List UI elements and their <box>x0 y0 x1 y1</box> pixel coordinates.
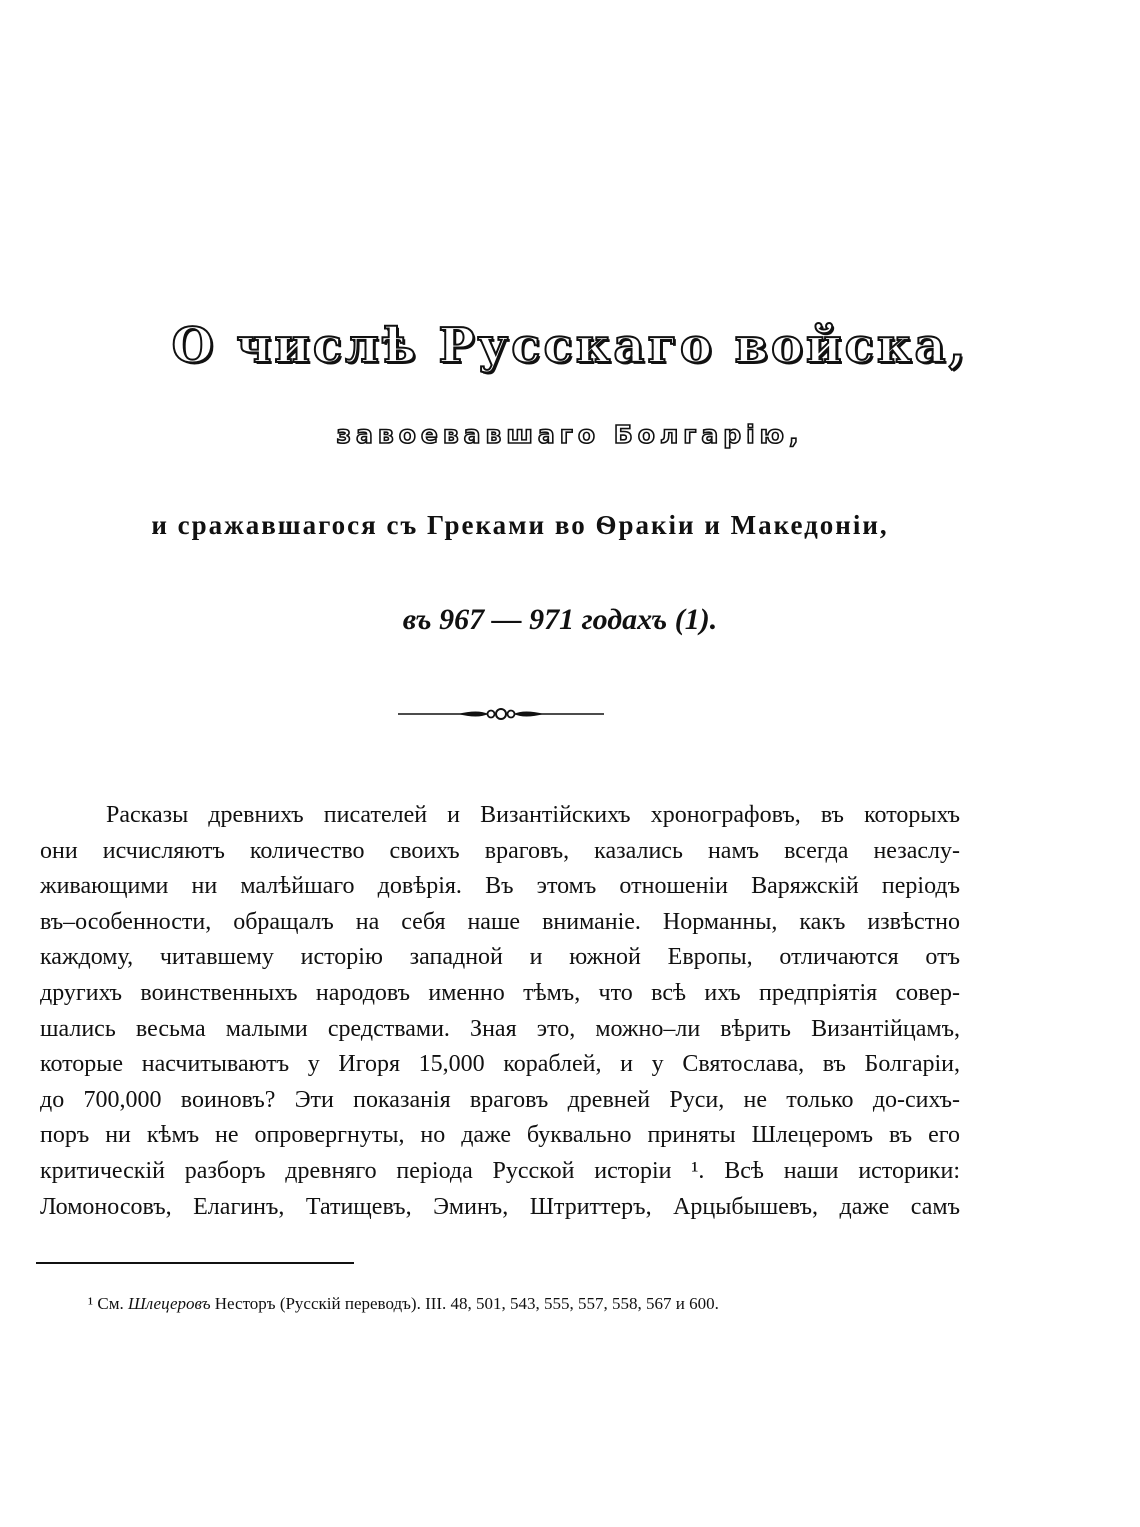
footnote-author: Шлецеровъ <box>127 1294 211 1313</box>
page-subtitle-secondary: и сражавшагося съ Греками во Ѳракіи и Македоніи, <box>151 510 889 540</box>
footnote-rule <box>36 1262 354 1264</box>
footnote-marker: ¹ <box>88 1294 94 1313</box>
body-line: въ–особенности, обращалъ на себя наше вниманіе. Норманны, какъ извѣстно <box>40 908 960 935</box>
body-paragraph <box>40 798 960 1225</box>
ornament-divider <box>398 702 604 726</box>
footnote <box>88 1292 988 1316</box>
page-subtitle: завоевавшаго Болгарію, <box>336 420 804 449</box>
page-title: О числѣ Русскаго войска, <box>171 318 969 374</box>
body-line: живающими ни малѣйшаго довѣрія. Въ этомъ отношеніи Варяжскій періодъ <box>40 873 960 900</box>
body-line: другихъ воинственныхъ народовъ именно тѣмъ, что всѣ ихъ предпріятія совер- <box>40 979 960 1006</box>
body-line: шались весьма малыми средствами. Зная это, можно–ли вѣрить Византійцамъ, <box>40 1015 960 1042</box>
footnote-text: Несторъ (Русскій переводъ). III. 48, 501, 543, 555, 557, 558, 567 и 600. <box>214 1294 719 1313</box>
body-line: они исчисляютъ количество своихъ враговъ, казались намъ всегда незаслу- <box>40 837 960 864</box>
years-line: въ 967 — 971 годахъ (1). <box>402 603 718 636</box>
body-line: каждому, читавшему исторію западной и южной Европы, отличаются отъ <box>40 944 960 971</box>
body-line: Расказы древнихъ писателей и Византійскихъ хронографовъ, въ которыхъ <box>106 802 960 828</box>
body-line: критическій разборъ древняго періода Русской исторіи ¹. Всѣ наши историки: <box>40 1157 960 1184</box>
body-line: Ломоносовъ, Елагинъ, Татищевъ, Эминъ, Штриттеръ, Арцыбышевъ, даже самъ <box>40 1193 960 1220</box>
body-line: которые насчитываютъ у Игоря 15,000 кораблей, и у Святослава, въ Болгаріи, <box>40 1051 960 1078</box>
body-line: до 700,000 воиновъ? Эти показанія враговъ древней Руси, не только до-сихъ- <box>40 1086 960 1113</box>
body-line: поръ ни кѣмъ не опровергнуты, но даже буквально приняты Шлецеромъ въ его <box>40 1122 960 1149</box>
footnote-prefix: См. <box>97 1294 124 1313</box>
